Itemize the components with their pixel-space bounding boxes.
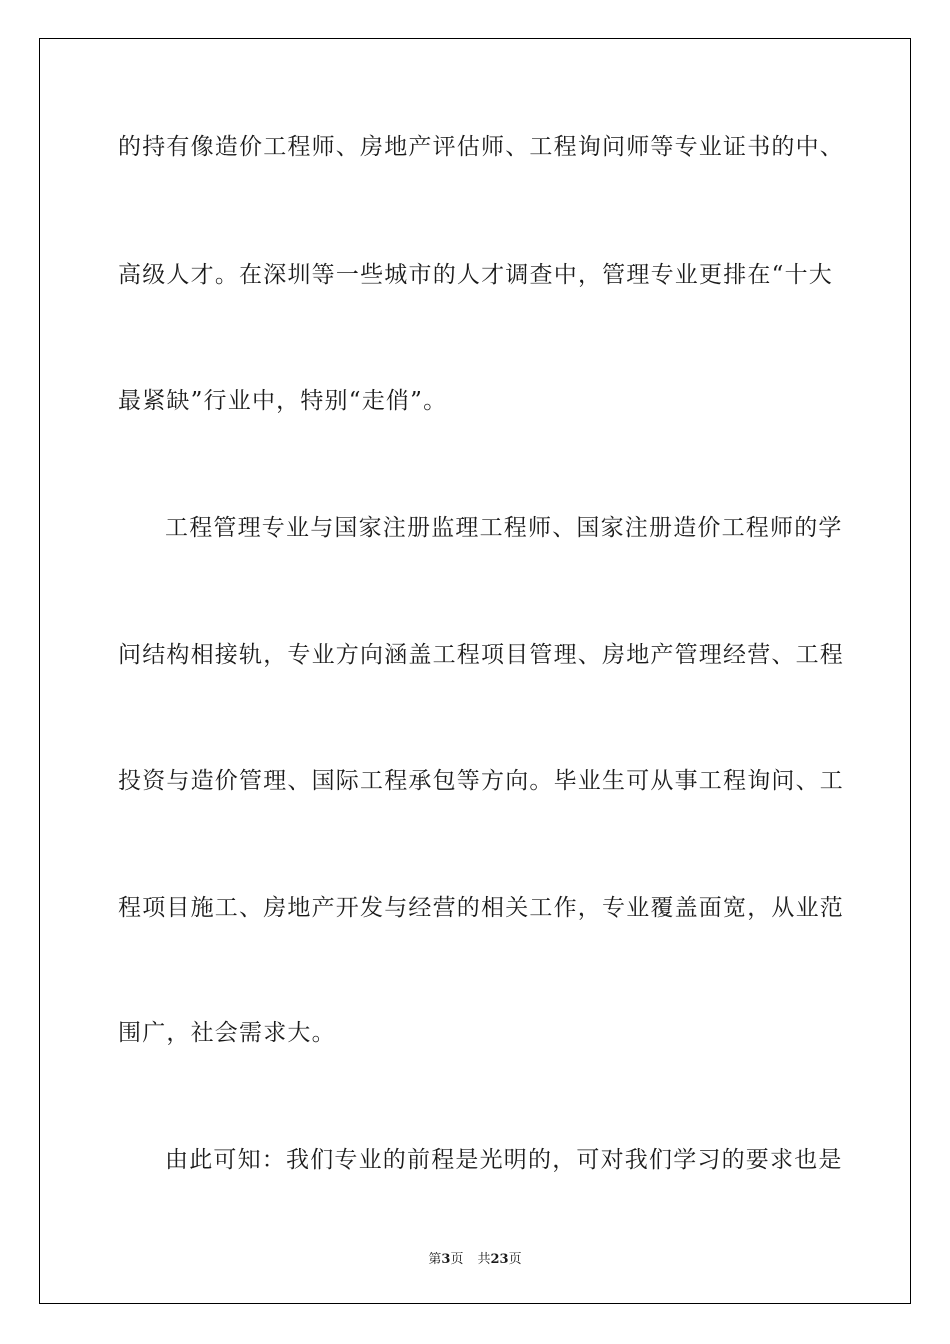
paragraph-line-1: 的持有像造价工程师、房地产评估师、工程询问师等专业证书的中、 (118, 134, 844, 160)
page-footer (0, 1248, 950, 1267)
footer-page-suffix: 页 (450, 1252, 464, 1267)
footer-total-suffix: 页 (508, 1252, 522, 1267)
footer-page-prefix: 第 (428, 1252, 442, 1267)
footer-total-prefix: 共 (477, 1252, 491, 1267)
paragraph-line-8: 围广，社会需求大。 (118, 1020, 336, 1046)
paragraph-line-7: 程项目施工、房地产开发与经营的相关工作，专业覆盖面宽，从业范 (118, 895, 844, 921)
paragraph-line-5: 问结构相接轨，专业方向涵盖工程项目管理、房地产管理经营、工程 (118, 642, 844, 668)
footer-total-pages: 23 (490, 1252, 509, 1267)
paragraph-line-6: 投资与造价管理、国际工程承包等方向。毕业生可从事工程询问、工 (118, 768, 844, 794)
paragraph-line-9: 由此可知：我们专业的前程是光明的，可对我们学习的要求也是 (165, 1147, 843, 1173)
page-border (39, 38, 911, 1304)
paragraph-line-3: 最紧缺”行业中，特别“走俏”。 (118, 388, 448, 414)
footer-page-number: 3 (441, 1252, 451, 1267)
paragraph-line-4: 工程管理专业与国家注册监理工程师、国家注册造价工程师的学 (165, 515, 843, 541)
paragraph-line-2: 高级人才。在深圳等一些城市的人才调查中，管理专业更排在“十大 (118, 262, 833, 288)
